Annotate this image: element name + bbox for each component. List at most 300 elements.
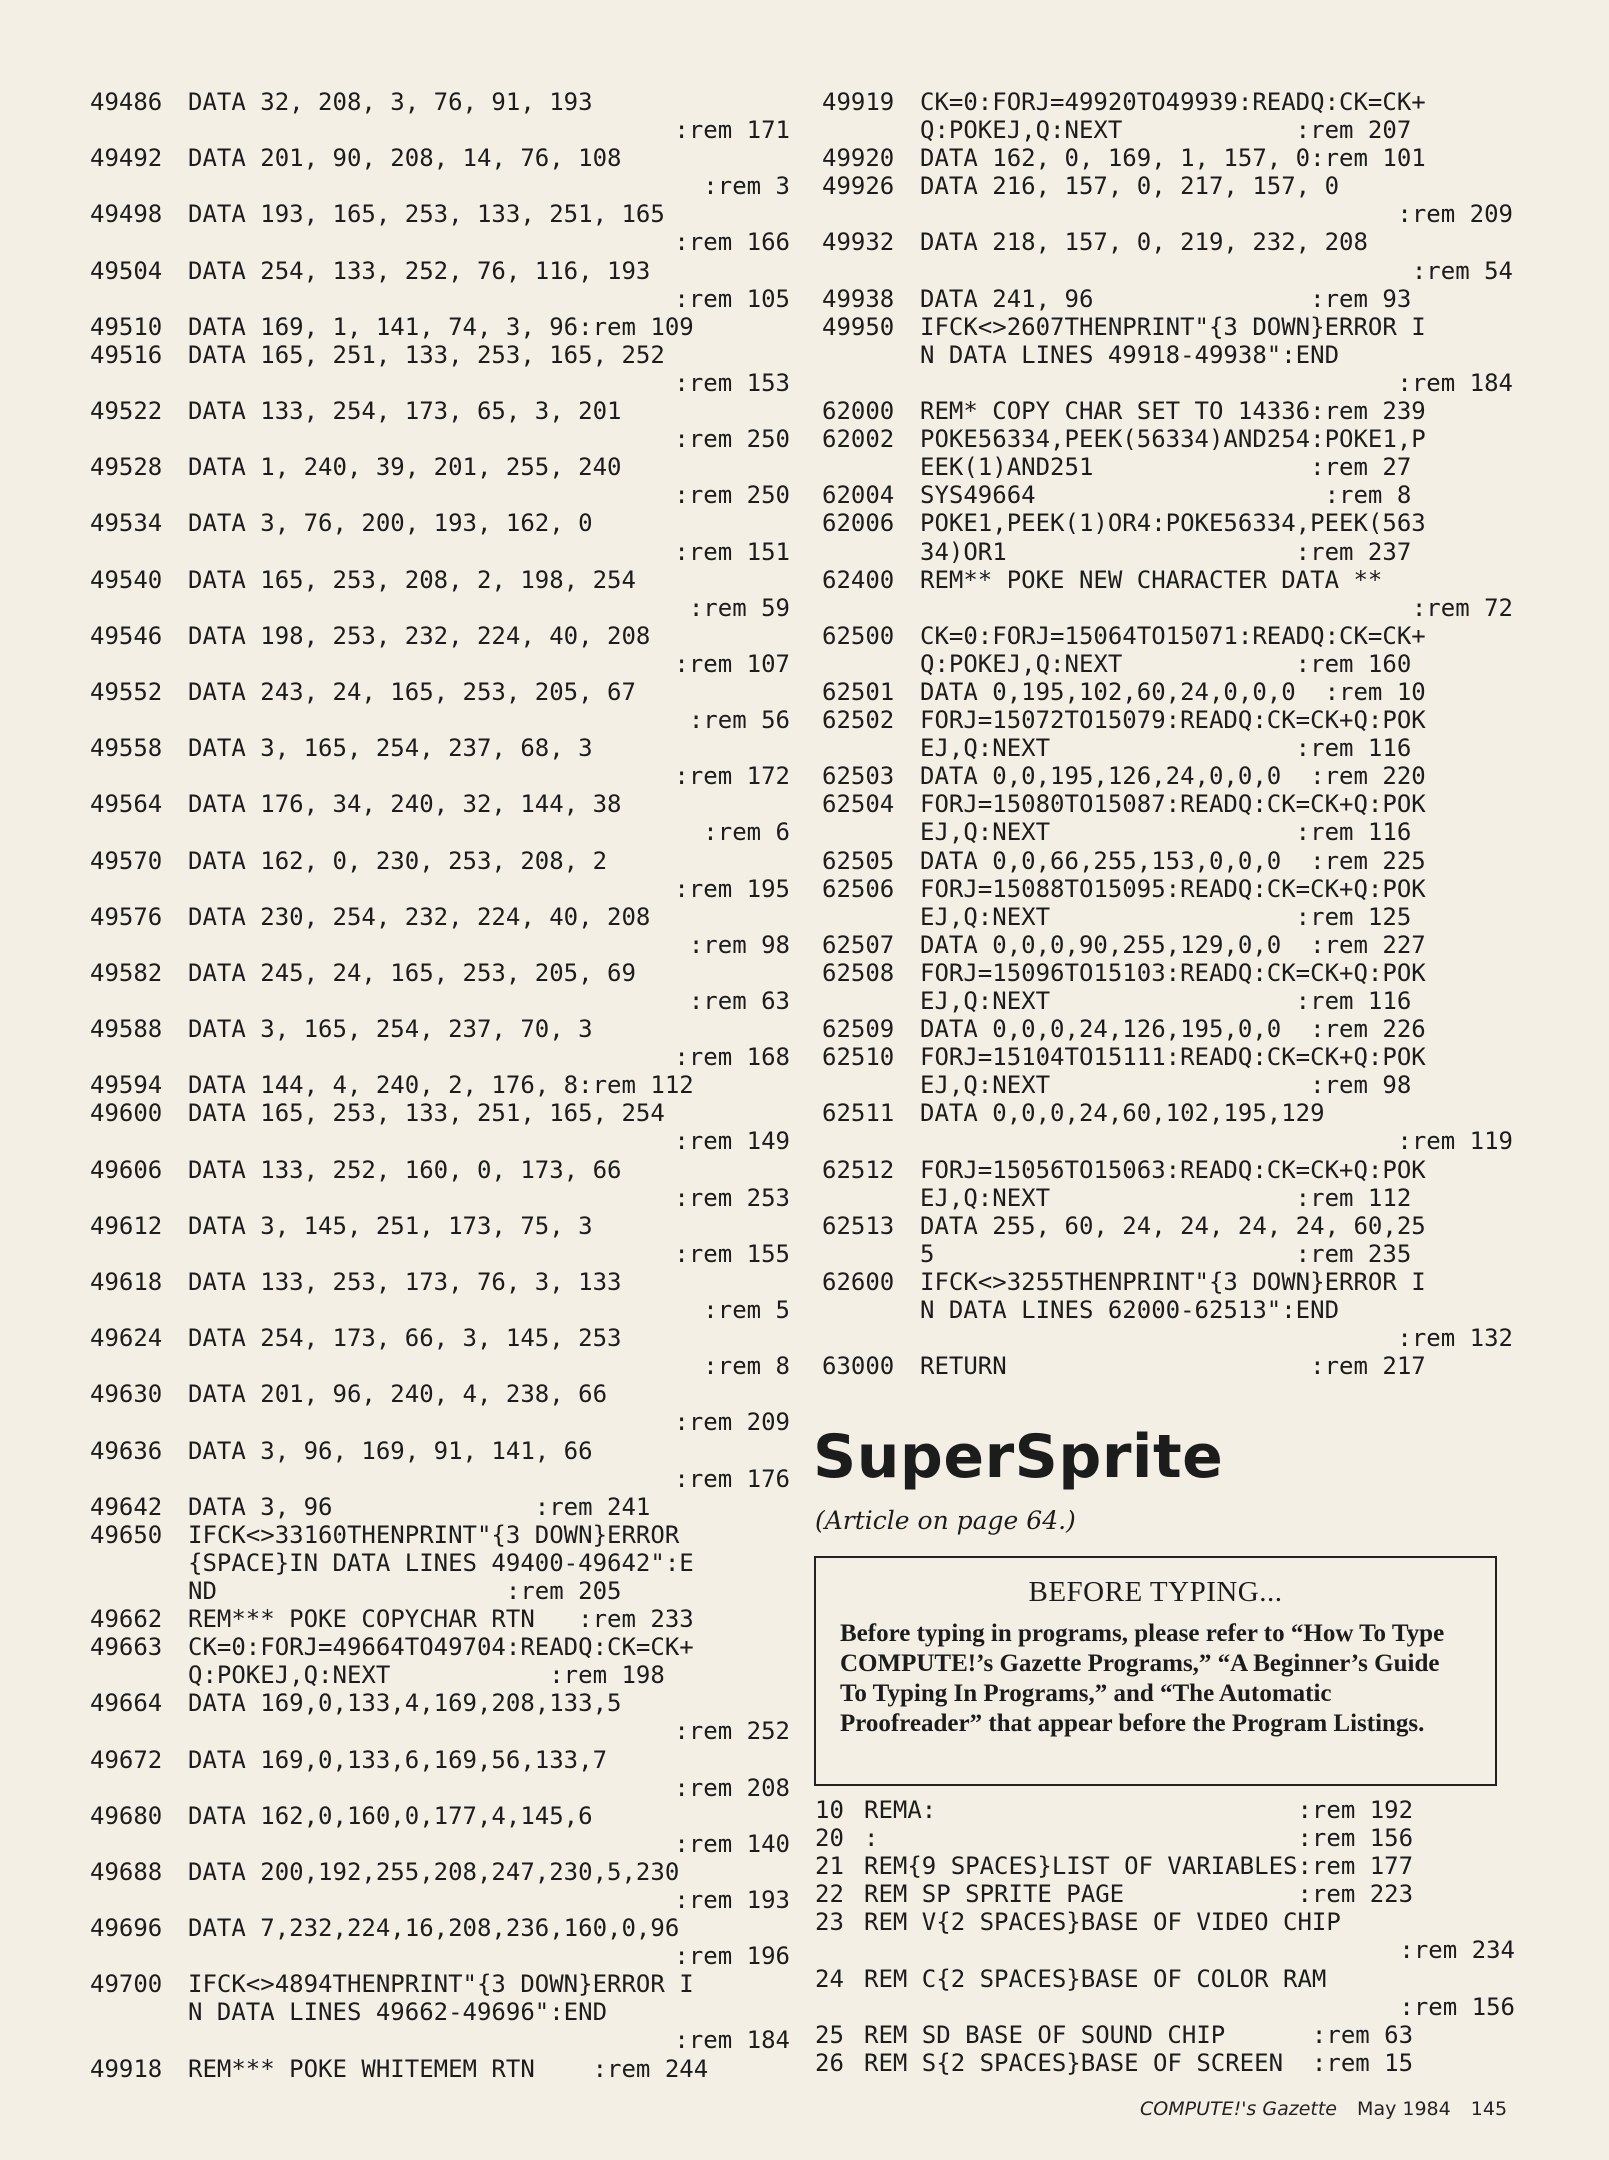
line-code xyxy=(188,1099,790,1155)
listing-line xyxy=(90,1015,790,1071)
listing-line xyxy=(815,1796,1515,1824)
checksum-rem: :rem 250 xyxy=(674,481,790,510)
line-code xyxy=(188,1633,790,1689)
listing-line xyxy=(90,1324,790,1380)
code-text: DATA 0,0,0,24,60,102,195,129 xyxy=(920,1099,1325,1128)
listing-line xyxy=(822,228,1517,284)
code-text: DATA 133, 253, 173, 76, 3, 133 xyxy=(188,1267,622,1296)
line-number: 49680 xyxy=(90,1801,163,1830)
code-text: DATA 3, 96 :rem 241 xyxy=(188,1492,651,1521)
line-code xyxy=(188,1914,790,1970)
line-code xyxy=(188,678,790,734)
line-code xyxy=(920,144,1517,172)
line-number: 62505 xyxy=(822,846,895,875)
line-code xyxy=(188,397,790,453)
line-number: 62508 xyxy=(822,958,895,987)
line-code xyxy=(188,200,790,256)
code-text: DATA 198, 253, 232, 224, 40, 208 xyxy=(188,621,651,650)
line-number: 62000 xyxy=(822,397,895,426)
listing-line xyxy=(822,1015,1517,1043)
code-text: CK=0:FORJ=49664TO49704:READQ:CK=CK+ xyxy=(188,1633,694,1662)
code-text: DATA 162, 0, 230, 253, 208, 2 xyxy=(188,846,608,875)
checksum-rem: :rem 172 xyxy=(674,762,790,791)
line-number: 49570 xyxy=(90,846,163,875)
line-number: 20 xyxy=(815,1824,844,1853)
checksum-rem: :rem 107 xyxy=(674,649,790,678)
line-number: 49926 xyxy=(822,172,895,201)
code-text: REM C{2 SPACES}BASE OF COLOR RAM xyxy=(864,1964,1327,1993)
code-text: DATA 162, 0, 169, 1, 157, 0:rem 101 xyxy=(920,144,1426,173)
checksum-rem: :rem 166 xyxy=(674,228,790,257)
listing-line xyxy=(822,622,1517,678)
code-text: IFCK<>3255THENPRINT"{3 DOWN}ERROR I xyxy=(920,1267,1426,1296)
line-number: 49564 xyxy=(90,790,163,819)
checksum-rem: :rem 8 xyxy=(703,1352,790,1381)
code-text: SYS49664 :rem 8 xyxy=(920,481,1412,510)
code-text: FORJ=15096TO15103:READQ:CK=CK+Q:POK xyxy=(920,958,1426,987)
line-code xyxy=(864,1908,1515,1964)
code-text: N DATA LINES 49918-49938":END xyxy=(920,340,1340,369)
checksum-rem: :rem 140 xyxy=(674,1829,790,1858)
line-code xyxy=(920,88,1517,144)
line-number: 62504 xyxy=(822,790,895,819)
code-text: RETURN :rem 217 xyxy=(920,1352,1426,1381)
checksum-rem: :rem 149 xyxy=(674,1127,790,1156)
code-text: POKE1,PEEK(1)OR4:POKE56334,PEEK(563 xyxy=(920,509,1426,538)
supersprite-listing xyxy=(815,1796,1515,2077)
line-code xyxy=(188,1015,790,1071)
listing-line xyxy=(90,903,790,959)
checksum-rem: :rem 250 xyxy=(674,425,790,454)
listing-line xyxy=(90,1437,790,1493)
listing-line xyxy=(90,566,790,622)
line-code xyxy=(920,481,1517,509)
line-code xyxy=(920,1099,1517,1155)
line-number: 49664 xyxy=(90,1689,163,1718)
listing-line xyxy=(90,1071,790,1099)
line-code xyxy=(188,566,790,622)
code-text: DATA 201, 90, 208, 14, 76, 108 xyxy=(188,144,622,173)
listing-line xyxy=(815,1852,1515,1880)
code-text: DATA 32, 208, 3, 76, 91, 193 xyxy=(188,88,593,116)
line-number: 49696 xyxy=(90,1914,163,1943)
listing-line xyxy=(90,1605,790,1633)
listing-line xyxy=(822,762,1517,790)
page-number: 145 xyxy=(1470,2098,1508,2120)
code-text: EJ,Q:NEXT :rem 98 xyxy=(920,1071,1412,1100)
listing-line xyxy=(90,257,790,313)
footer-date: May 1984 xyxy=(1357,2098,1451,2120)
line-number: 49642 xyxy=(90,1492,163,1521)
line-code xyxy=(864,1965,1515,2021)
code-text: REM*** POKE COPYCHAR RTN :rem 233 xyxy=(188,1605,694,1634)
line-code xyxy=(188,903,790,959)
line-code xyxy=(188,144,790,200)
code-text: DATA 169, 1, 141, 74, 3, 96:rem 109 xyxy=(188,312,694,341)
code-text: DATA 169,0,133,6,169,56,133,7 xyxy=(188,1745,608,1774)
checksum-rem: :rem 59 xyxy=(688,593,790,622)
code-text: CK=0:FORJ=49920TO49939:READQ:CK=CK+ xyxy=(920,88,1426,116)
listing-line xyxy=(822,678,1517,706)
code-text: IFCK<>4894THENPRINT"{3 DOWN}ERROR I xyxy=(188,1970,694,1999)
code-text: Q:POKEJ,Q:NEXT :rem 198 xyxy=(188,1661,665,1690)
line-code xyxy=(920,1352,1517,1380)
checksum-rem: :rem 171 xyxy=(674,116,790,145)
line-code xyxy=(920,959,1517,1015)
line-number: 49492 xyxy=(90,144,163,173)
listing-line xyxy=(90,1099,790,1155)
line-code xyxy=(188,959,790,1015)
line-number: 49636 xyxy=(90,1436,163,1465)
code-text: ND :rem 205 xyxy=(188,1576,622,1605)
code-text: DATA 7,232,224,16,208,236,160,0,96 xyxy=(188,1914,680,1943)
code-text: REM V{2 SPACES}BASE OF VIDEO CHIP xyxy=(864,1908,1341,1937)
listing-line xyxy=(90,341,790,397)
line-code xyxy=(188,1071,790,1099)
listing-line xyxy=(90,1380,790,1436)
line-number: 62501 xyxy=(822,677,895,706)
checksum-rem: :rem 153 xyxy=(674,368,790,397)
line-code xyxy=(920,172,1517,228)
listing-line xyxy=(822,509,1517,565)
line-number: 49534 xyxy=(90,509,163,538)
line-code xyxy=(188,257,790,313)
listing-line xyxy=(815,2021,1515,2049)
listing-line xyxy=(90,200,790,256)
line-code xyxy=(920,1156,1517,1212)
listing-line xyxy=(90,622,790,678)
line-number: 26 xyxy=(815,2048,844,2077)
checksum-rem: :rem 5 xyxy=(703,1296,790,1325)
line-code xyxy=(188,1689,790,1745)
line-number: 62600 xyxy=(822,1267,895,1296)
line-number: 62503 xyxy=(822,762,895,791)
line-code xyxy=(920,706,1517,762)
line-number: 49504 xyxy=(90,256,163,285)
line-number: 49688 xyxy=(90,1857,163,1886)
line-code xyxy=(864,1880,1515,1908)
checksum-rem: :rem 151 xyxy=(674,537,790,566)
listing-line xyxy=(90,1521,790,1605)
line-number: 49630 xyxy=(90,1380,163,1409)
code-text: POKE56334,PEEK(56334)AND254:POKE1,P xyxy=(920,425,1426,454)
listing-line xyxy=(822,847,1517,875)
line-code xyxy=(188,1324,790,1380)
listing-line xyxy=(822,1099,1517,1155)
code-text: DATA 0,0,0,24,126,195,0,0 :rem 226 xyxy=(920,1015,1426,1044)
line-code xyxy=(920,566,1517,622)
listing-line xyxy=(90,313,790,341)
code-text: REMA: :rem 192 xyxy=(864,1796,1414,1824)
checksum-rem: :rem 156 xyxy=(1399,1992,1515,2021)
line-number: 49576 xyxy=(90,902,163,931)
code-text: DATA 201, 96, 240, 4, 238, 66 xyxy=(188,1380,608,1409)
code-text: DATA 0,0,66,255,153,0,0,0 :rem 225 xyxy=(920,846,1426,875)
listing-line xyxy=(815,1880,1515,1908)
code-text: DATA 245, 24, 165, 253, 205, 69 xyxy=(188,958,636,987)
line-number: 62510 xyxy=(822,1043,895,1072)
line-code xyxy=(920,931,1517,959)
line-code xyxy=(188,509,790,565)
line-number: 49662 xyxy=(90,1605,163,1634)
code-text: REM*** POKE WHITEMEM RTN :rem 244 xyxy=(188,2054,709,2083)
line-number: 49612 xyxy=(90,1211,163,1240)
code-text: DATA 0,0,0,90,255,129,0,0 :rem 227 xyxy=(920,930,1426,959)
listing-line xyxy=(822,790,1517,846)
line-code xyxy=(920,875,1517,931)
listing-line xyxy=(822,875,1517,931)
line-code xyxy=(920,1268,1517,1352)
listing-line xyxy=(90,2055,790,2083)
checksum-rem: :rem 98 xyxy=(688,930,790,959)
line-code xyxy=(188,622,790,678)
code-text: DATA 133, 252, 160, 0, 173, 66 xyxy=(188,1155,622,1184)
line-code xyxy=(920,397,1517,425)
code-text: DATA 218, 157, 0, 219, 232, 208 xyxy=(920,228,1368,257)
checksum-rem: :rem 196 xyxy=(674,1942,790,1971)
listing-line xyxy=(90,790,790,846)
line-code xyxy=(864,2049,1515,2077)
checksum-rem: :rem 155 xyxy=(674,1239,790,1268)
checksum-rem: :rem 3 xyxy=(703,172,790,201)
code-text: DATA 241, 96 :rem 93 xyxy=(920,284,1412,313)
listing-line xyxy=(822,285,1517,313)
line-code xyxy=(920,1043,1517,1099)
listing-line xyxy=(822,481,1517,509)
listing-line xyxy=(90,1268,790,1324)
line-number: 49594 xyxy=(90,1071,163,1100)
line-number: 49919 xyxy=(822,88,895,116)
listing-line xyxy=(90,144,790,200)
listing-line xyxy=(822,397,1517,425)
line-code xyxy=(188,1605,790,1633)
code-text: DATA 133, 254, 173, 65, 3, 201 xyxy=(188,397,622,426)
line-number: 49663 xyxy=(90,1633,163,1662)
listing-line xyxy=(815,1908,1515,1964)
line-code xyxy=(188,790,790,846)
line-code xyxy=(188,1802,790,1858)
line-code xyxy=(188,847,790,903)
code-text: DATA 144, 4, 240, 2, 176, 8:rem 112 xyxy=(188,1071,694,1100)
line-number: 49522 xyxy=(90,397,163,426)
line-number: 49540 xyxy=(90,565,163,594)
line-number: 62004 xyxy=(822,481,895,510)
listing-line xyxy=(90,1156,790,1212)
line-number: 23 xyxy=(815,1908,844,1937)
line-number: 49932 xyxy=(822,228,895,257)
line-number: 62506 xyxy=(822,874,895,903)
listing-line xyxy=(822,172,1517,228)
line-number: 49650 xyxy=(90,1520,163,1549)
listing-line xyxy=(822,88,1517,144)
line-number: 21 xyxy=(815,1852,844,1881)
code-text: DATA 243, 24, 165, 253, 205, 67 xyxy=(188,677,636,706)
line-number: 62513 xyxy=(822,1211,895,1240)
box-body: Before typing in programs, please refer to “How To Type COMPUTE!’s Gazette Programs,” “A Beginner’s Guide To Typing In Programs,” and “The Automatic Proofreader” that appear before the Program Listings. xyxy=(840,1620,1445,1737)
checksum-rem: :rem 184 xyxy=(674,2026,790,2055)
code-text: FORJ=15080TO15087:READQ:CK=CK+Q:POK xyxy=(920,790,1426,819)
listing-line xyxy=(90,1802,790,1858)
code-text: 34)OR1 :rem 237 xyxy=(920,537,1412,566)
listing-line xyxy=(815,1965,1515,2021)
line-code xyxy=(188,1970,790,2054)
code-text: FORJ=15072TO15079:READQ:CK=CK+Q:POK xyxy=(920,706,1426,735)
code-text: FORJ=15088TO15095:READQ:CK=CK+Q:POK xyxy=(920,874,1426,903)
code-text: EJ,Q:NEXT :rem 116 xyxy=(920,734,1412,763)
listing-line xyxy=(90,1970,790,2054)
line-number: 49918 xyxy=(90,2054,163,2083)
listing-line xyxy=(90,1689,790,1745)
line-code xyxy=(920,1015,1517,1043)
line-code xyxy=(920,285,1517,313)
line-number: 49546 xyxy=(90,621,163,650)
line-number: 62006 xyxy=(822,509,895,538)
checksum-rem: :rem 253 xyxy=(674,1183,790,1212)
line-number: 49582 xyxy=(90,958,163,987)
code-text: DATA 169,0,133,4,169,208,133,5 xyxy=(188,1689,622,1718)
code-text: DATA 230, 254, 232, 224, 40, 208 xyxy=(188,902,651,931)
code-text: FORJ=15104TO15111:READQ:CK=CK+Q:POK xyxy=(920,1043,1426,1072)
checksum-rem: :rem 184 xyxy=(1397,368,1513,397)
line-code xyxy=(188,1268,790,1324)
footer-magazine: COMPUTE!'s Gazette xyxy=(1140,2098,1337,2120)
code-text: IFCK<>33160THENPRINT"{3 DOWN}ERROR xyxy=(188,1520,680,1549)
listing-line xyxy=(815,2049,1515,2077)
code-text: Q:POKEJ,Q:NEXT :rem 160 xyxy=(920,649,1412,678)
code-text: : :rem 156 xyxy=(864,1824,1414,1853)
line-code xyxy=(188,1380,790,1436)
code-text: DATA 193, 165, 253, 133, 251, 165 xyxy=(188,200,665,229)
line-number: 62400 xyxy=(822,565,895,594)
line-number: 62507 xyxy=(822,930,895,959)
listing-line xyxy=(90,397,790,453)
article-title: SuperSprite xyxy=(813,1422,1224,1492)
checksum-rem: :rem 54 xyxy=(1411,256,1513,285)
checksum-rem: :rem 208 xyxy=(674,1773,790,1802)
code-text: DATA 165, 251, 133, 253, 165, 252 xyxy=(188,340,665,369)
code-text: N DATA LINES 49662-49696":END xyxy=(188,1998,608,2027)
line-number: 49510 xyxy=(90,312,163,341)
line-code xyxy=(188,88,790,144)
line-number: 49938 xyxy=(822,284,895,313)
checksum-rem: :rem 6 xyxy=(703,818,790,847)
line-code xyxy=(920,313,1517,397)
line-number: 49618 xyxy=(90,1267,163,1296)
code-text: REM SP SPRITE PAGE :rem 223 xyxy=(864,1880,1414,1909)
line-code xyxy=(920,622,1517,678)
listing-line xyxy=(90,88,790,144)
listing-line xyxy=(822,566,1517,622)
listing-line xyxy=(822,144,1517,172)
code-text: N DATA LINES 62000-62513":END xyxy=(920,1296,1340,1325)
line-code xyxy=(864,1796,1515,1824)
listing-line xyxy=(822,1268,1517,1352)
line-number: 22 xyxy=(815,1880,844,1909)
line-code xyxy=(188,1156,790,1212)
code-text: DATA 3, 165, 254, 237, 70, 3 xyxy=(188,1015,593,1044)
code-text: DATA 216, 157, 0, 217, 157, 0 xyxy=(920,172,1340,201)
code-text: DATA 3, 96, 169, 91, 141, 66 xyxy=(188,1436,593,1465)
listing-line xyxy=(90,847,790,903)
listing-line xyxy=(822,1043,1517,1099)
listing-line xyxy=(90,1914,790,1970)
checksum-rem: :rem 252 xyxy=(674,1717,790,1746)
line-number: 49624 xyxy=(90,1324,163,1353)
listing-line xyxy=(822,1156,1517,1212)
code-text: DATA 3, 145, 251, 173, 75, 3 xyxy=(188,1211,593,1240)
code-text: DATA 3, 76, 200, 193, 162, 0 xyxy=(188,509,593,538)
line-number: 24 xyxy=(815,1964,844,1993)
checksum-rem: :rem 119 xyxy=(1397,1127,1513,1156)
listing-line xyxy=(822,959,1517,1015)
code-text: Q:POKEJ,Q:NEXT :rem 207 xyxy=(920,116,1412,145)
line-code xyxy=(864,2021,1515,2049)
checksum-rem: :rem 72 xyxy=(1411,593,1513,622)
listing-line xyxy=(90,1858,790,1914)
checksum-rem: :rem 209 xyxy=(674,1408,790,1437)
line-number: 62502 xyxy=(822,706,895,735)
line-number: 49588 xyxy=(90,1015,163,1044)
line-number: 49552 xyxy=(90,677,163,706)
line-number: 25 xyxy=(815,2020,844,2049)
checksum-rem: :rem 193 xyxy=(674,1886,790,1914)
line-number: 49606 xyxy=(90,1155,163,1184)
listing-line xyxy=(822,706,1517,762)
listing-line xyxy=(90,1493,790,1521)
listing-line xyxy=(822,1352,1517,1380)
listing-line xyxy=(822,1212,1517,1268)
line-code xyxy=(188,341,790,397)
checksum-rem: :rem 209 xyxy=(1397,200,1513,229)
code-text: IFCK<>2607THENPRINT"{3 DOWN}ERROR I xyxy=(920,312,1426,341)
line-code xyxy=(920,762,1517,790)
line-code xyxy=(188,734,790,790)
line-code xyxy=(188,1212,790,1268)
line-number: 49558 xyxy=(90,734,163,763)
page-footer xyxy=(1140,2098,1507,2120)
code-text: DATA 200,192,255,208,247,230,5,230 xyxy=(188,1857,680,1886)
line-number: 62512 xyxy=(822,1155,895,1184)
left-listing xyxy=(90,88,790,2083)
line-code xyxy=(188,1858,790,1914)
code-text: {SPACE}IN DATA LINES 49400-49642":E xyxy=(188,1548,694,1577)
code-text: REM** POKE NEW CHARACTER DATA ** xyxy=(920,565,1383,594)
code-text: DATA 1, 240, 39, 201, 255, 240 xyxy=(188,453,622,482)
code-text: DATA 0,195,102,60,24,0,0,0 :rem 10 xyxy=(920,677,1426,706)
code-text: 5 :rem 235 xyxy=(920,1239,1412,1268)
checksum-rem: :rem 234 xyxy=(1399,1936,1515,1965)
checksum-rem: :rem 176 xyxy=(674,1464,790,1493)
listing-line xyxy=(90,1212,790,1268)
listing-line xyxy=(90,1633,790,1689)
listing-line xyxy=(90,734,790,790)
line-code xyxy=(188,1521,790,1605)
checksum-rem: :rem 105 xyxy=(674,284,790,313)
code-text: DATA 176, 34, 240, 32, 144, 38 xyxy=(188,790,622,819)
listing-line xyxy=(90,1746,790,1802)
code-text: EJ,Q:NEXT :rem 112 xyxy=(920,1183,1412,1212)
before-typing-box xyxy=(814,1556,1497,1786)
listing-line xyxy=(822,931,1517,959)
line-number: 49600 xyxy=(90,1099,163,1128)
code-text: REM* COPY CHAR SET TO 14336:rem 239 xyxy=(920,397,1426,426)
line-number: 62509 xyxy=(822,1015,895,1044)
listing-line xyxy=(822,313,1517,397)
line-number: 62500 xyxy=(822,621,895,650)
line-number: 49486 xyxy=(90,88,163,116)
checksum-rem: :rem 168 xyxy=(674,1043,790,1072)
code-text: EJ,Q:NEXT :rem 116 xyxy=(920,987,1412,1015)
